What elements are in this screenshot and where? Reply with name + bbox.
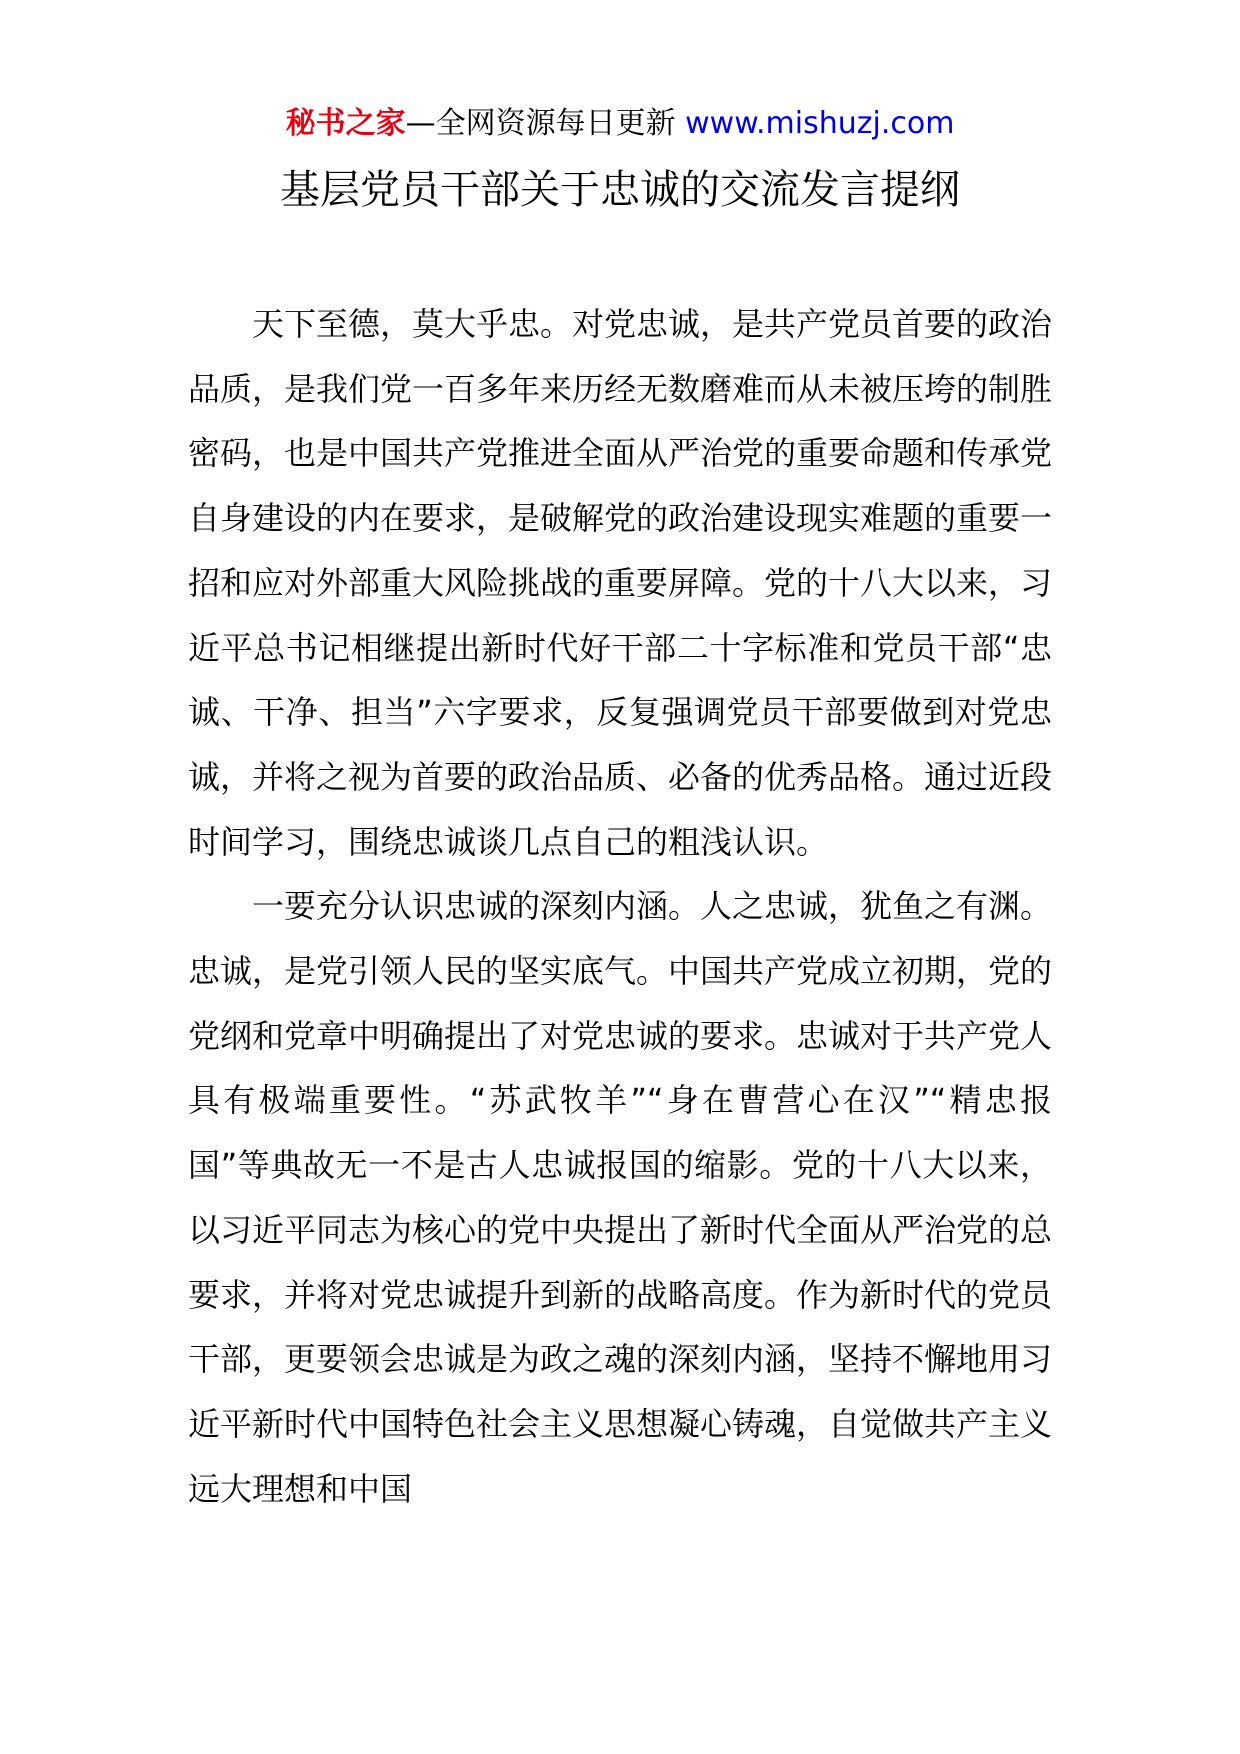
brand-name: 秘书之家 xyxy=(285,106,406,141)
document-title: 基层党员干部关于忠诚的交流发言提纲 xyxy=(280,167,960,213)
paragraph-point-one: 一要充分认识忠诚的深刻内涵。人之忠诚，犹鱼之有渊。忠诚，是党引领人民的坚实底气。中国共产党成立初期，党的党纲和党章中明确提出了对党忠诚的要求。忠诚对于共产党人具有极端重要性。“苏武牧羊”“身在曹营心在汉”“精忠报国”等典故无一不是古人忠诚报国的缩影。党的十八大以来，以习近平同志为核心的党中央提出了新时代全面从严治党的总要求，并将对党忠诚提升到新的战略高度。作为新时代的党员干部，更要领会忠诚是为政之魂的深刻内涵，坚持不懈地用习近平新时代中国特色社会主义思想凝心铸魂，自觉做共产主义远大理想和中国 xyxy=(188,887,1053,1508)
site-url-link[interactable]: www.mishuzj.com xyxy=(685,106,955,141)
header-tagline: —全网资源每日更新 xyxy=(405,106,676,141)
site-header xyxy=(0,100,1240,148)
document-body xyxy=(188,292,1052,1521)
paragraph-intro: 天下至德，莫大乎忠。对党忠诚，是共产党员首要的政治品质，是我们党一百多年来历经无数磨难而从未被压垮的制胜密码，也是中国共产党推进全面从严治党的重要命题和传承党自身建设的内在要求，是破解党的政治建设现实难题的重要一招和应对外部重大风险挑战的重要屏障。党的十八大以来，习近平总书记相继提出新时代好干部二十字标准和党员干部“忠诚、干净、担当”六字要求，反复强调党员干部要做到对党忠诚，并将之视为首要的政治品质、必备的优秀品格。通过近段时间学习，围绕忠诚谈几点自己的粗浅认识。 xyxy=(188,305,1053,861)
